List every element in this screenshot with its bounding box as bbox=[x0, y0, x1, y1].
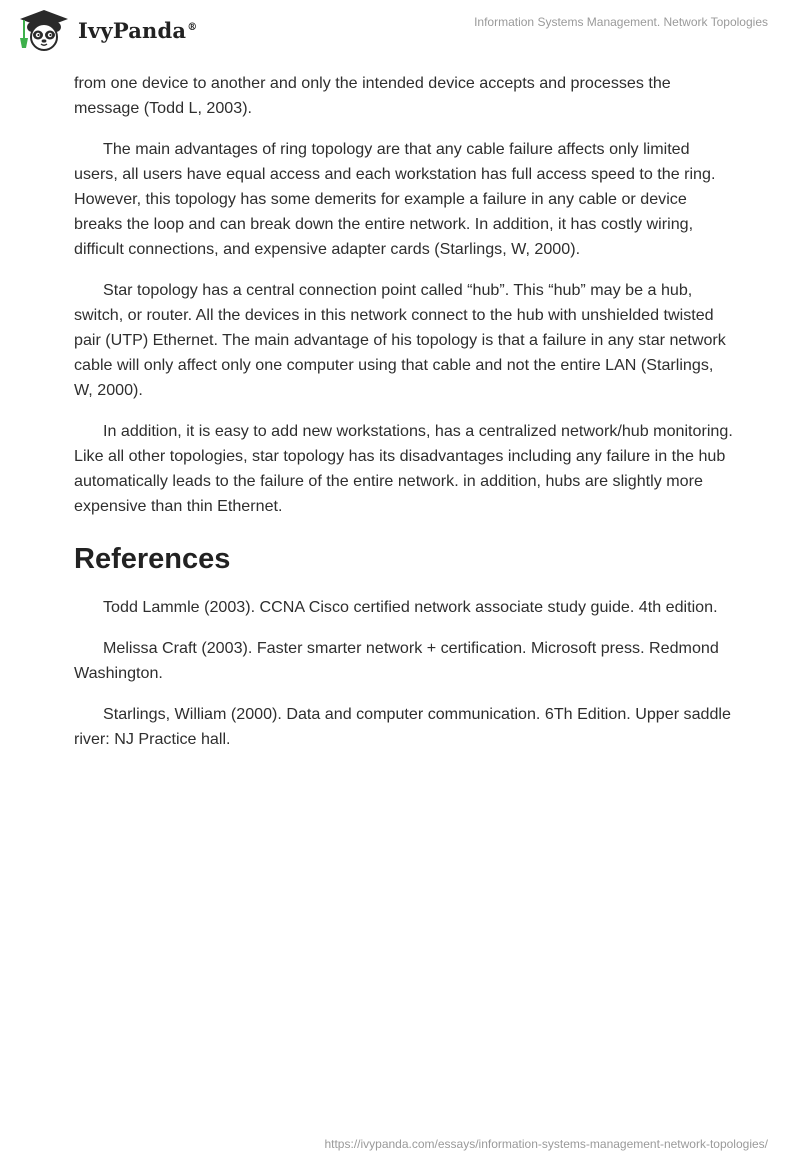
body-paragraph: Star topology has a central connection point called “hub”. This “hub” may be a hub, switch, or router. All the devices in this network connect to the hub with unshielded twisted pair (UTP) Ethernet. The main advantage of his topology is that a failure in any star network cable will only affect only one computer using that cable and not the entire LAN (Starlings, W, 2000). bbox=[74, 281, 726, 399]
body-paragraph: In addition, it is easy to add new workstations, has a centralized network/hub monitoring. Like all other topologies, star topology has its disadvantages including any failure in the hub automatically leads to the failure of the entire network. in addition, hubs are slightly more expensive than thin Ethernet. bbox=[74, 422, 733, 515]
body-paragraph: The main advantages of ring topology are that any cable failure affects only limited users, all users have equal access and each workstation has full access speed to the ring. However, this topology has some demerits for example a failure in any cable or device breaks the loop and can break down the entire network. In addition, it has costly wiring, difficult connections, and expensive adapter cards (Starlings, W, 2000). bbox=[74, 140, 716, 258]
essay-content bbox=[74, 71, 734, 768]
references-heading: References bbox=[74, 543, 231, 575]
page-header bbox=[0, 0, 800, 64]
source-url[interactable]: https://ivypanda.com/essays/information-systems-management-network-topologies/ bbox=[324, 1137, 768, 1151]
reference-item: Todd Lammle (2003). CCNA Cisco certified network associate study guide. 4th edition. bbox=[103, 598, 718, 616]
reference-item: Melissa Craft (2003). Faster smarter network + certification. Microsoft press. Redmond Washington. bbox=[74, 639, 719, 682]
ivypanda-logo[interactable] bbox=[16, 8, 197, 52]
brand-name: IvyPanda® bbox=[78, 17, 198, 43]
body-paragraph: from one device to another and only the intended device accepts and processes the message (Todd L, 2003). bbox=[74, 74, 671, 117]
document-title: Information Systems Management. Network Topologies bbox=[474, 15, 768, 29]
panda-graduate-icon bbox=[16, 8, 72, 52]
reference-item: Starlings, William (2000). Data and computer communication. 6Th Edition. Upper saddle river: NJ Practice hall. bbox=[74, 705, 731, 748]
